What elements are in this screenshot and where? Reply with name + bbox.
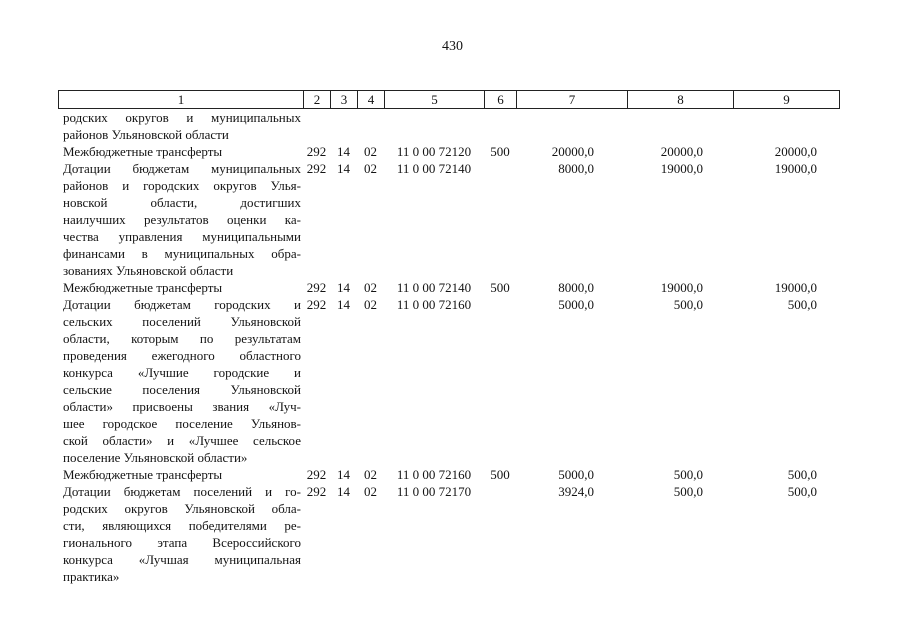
cell-description <box>58 483 303 585</box>
table-row <box>58 296 839 466</box>
description-line: родских округов Ульяновской обла- <box>63 501 301 516</box>
cell-amount-7: 5000,0 <box>558 467 594 482</box>
description-line: финансами в муниципальных обра- <box>63 246 301 261</box>
cell-admin-code: 292 <box>306 484 327 499</box>
cell-admin-code: 292 <box>306 467 327 482</box>
description-line: сельских поселений Ульяновской <box>63 314 301 329</box>
cell-description <box>58 279 303 296</box>
description-line: наилучших результатов оценки ка- <box>63 212 301 227</box>
cell-description <box>58 160 303 279</box>
cell-amount-8: 20000,0 <box>660 144 703 159</box>
description-line: Дотации бюджетам городских и <box>63 297 301 312</box>
description-line: чества управления муниципальными <box>63 229 301 244</box>
cell-section: 14 <box>337 297 350 312</box>
cell-admin-code: 292 <box>306 144 327 159</box>
description-line: Дотации бюджетам муниципальных <box>63 161 301 176</box>
cell-amount-9: 19000,0 <box>774 161 817 176</box>
description-line: конкурса «Лучшие городские и <box>63 365 301 380</box>
description-line: новской области, достигших <box>63 195 301 210</box>
table-row <box>58 483 839 585</box>
cell-expense-type: 500 <box>490 144 510 159</box>
cell-amount-8: 500,0 <box>673 467 703 482</box>
description-line: Межбюджетные трансферты <box>63 467 223 482</box>
page-number: 430 <box>442 39 463 54</box>
description-line: области, которым по результатам <box>63 331 301 346</box>
description-line: Межбюджетные трансферты <box>63 280 223 295</box>
cell-amount-8: 19000,0 <box>660 161 703 176</box>
header-col-8: 8 <box>628 91 734 109</box>
description-line: области» присвоены звания «Луч- <box>63 399 301 414</box>
table-row <box>58 279 839 296</box>
header-col-4: 4 <box>358 91 385 109</box>
description-line: ской области» и «Лучшее сельское <box>63 433 301 448</box>
cell-admin-code: 292 <box>306 280 327 295</box>
cell-section <box>330 109 357 143</box>
description-line: районов Ульяновской области <box>63 127 229 142</box>
cell-expense-type <box>484 109 516 143</box>
cell-description <box>58 296 303 466</box>
cell-subsection: 02 <box>364 280 377 295</box>
cell-amount-9: 500,0 <box>787 484 817 499</box>
table-row <box>58 466 839 483</box>
cell-amount-7: 5000,0 <box>558 297 594 312</box>
cell-section: 14 <box>337 161 350 176</box>
cell-section: 14 <box>337 484 350 499</box>
description-line: родских округов и муниципальных <box>63 110 301 125</box>
cell-amount-8: 19000,0 <box>660 280 703 295</box>
description-line: районов и городских округов Улья- <box>63 178 301 193</box>
cell-amount-9: 19000,0 <box>774 280 817 295</box>
cell-target-article: 11 0 00 72120 <box>396 144 472 159</box>
header-col-7: 7 <box>517 91 628 109</box>
description-line: практика» <box>63 569 120 584</box>
budget-table <box>58 109 839 585</box>
cell-target-article: 11 0 00 72170 <box>396 484 472 499</box>
cell-amount-7: 3924,0 <box>558 484 594 499</box>
table-row <box>58 143 839 160</box>
description-line: проведения ежегодного областного <box>63 348 301 363</box>
header-col-6: 6 <box>485 91 517 109</box>
cell-amount-7: 8000,0 <box>558 280 594 295</box>
cell-description <box>58 143 303 160</box>
header-col-5: 5 <box>385 91 485 109</box>
cell-amount-9: 20000,0 <box>774 144 817 159</box>
cell-description <box>58 109 303 143</box>
cell-target-article: 11 0 00 72140 <box>396 280 472 295</box>
cell-admin-code: 292 <box>306 161 327 176</box>
cell-amount-7: 8000,0 <box>558 161 594 176</box>
cell-subsection: 02 <box>364 467 377 482</box>
header-col-3: 3 <box>331 91 358 109</box>
cell-expense-type: 500 <box>490 280 510 295</box>
cell-subsection: 02 <box>364 144 377 159</box>
table-header <box>58 90 840 109</box>
cell-target-article: 11 0 00 72160 <box>396 297 472 312</box>
cell-expense-type: 500 <box>490 467 510 482</box>
table-row <box>58 109 839 143</box>
cell-amount-8: 500,0 <box>673 297 703 312</box>
description-line: поселение Ульяновской области» <box>63 450 248 465</box>
description-line: сельские поселения Ульяновской <box>63 382 301 397</box>
header-col-9: 9 <box>734 91 840 109</box>
cell-subsection: 02 <box>364 297 377 312</box>
cell-amount-7: 20000,0 <box>551 144 594 159</box>
header-col-2: 2 <box>304 91 331 109</box>
description-line: сти, являющихся победителями ре- <box>63 518 301 533</box>
cell-amount-9 <box>733 109 839 143</box>
description-line: шее городское поселение Ульянов- <box>63 416 301 431</box>
table-row <box>58 160 839 279</box>
cell-description <box>58 466 303 483</box>
description-line: гионального этапа Всероссийского <box>63 535 301 550</box>
cell-admin-code: 292 <box>306 297 327 312</box>
description-line: Межбюджетные трансферты <box>63 144 223 159</box>
cell-expense-type <box>484 296 516 466</box>
cell-admin-code <box>303 109 330 143</box>
cell-section: 14 <box>337 280 350 295</box>
cell-amount-9: 500,0 <box>787 297 817 312</box>
description-line: Дотации бюджетам поселений и го- <box>63 484 301 499</box>
cell-amount-7 <box>516 109 627 143</box>
header-col-1: 1 <box>59 91 304 109</box>
cell-amount-8: 500,0 <box>673 484 703 499</box>
description-line: зованиях Ульяновской области <box>63 263 234 278</box>
cell-section: 14 <box>337 467 350 482</box>
cell-target-article <box>384 109 484 143</box>
cell-expense-type <box>484 160 516 279</box>
cell-expense-type <box>484 483 516 585</box>
cell-section: 14 <box>337 144 350 159</box>
cell-target-article: 11 0 00 72160 <box>396 467 472 482</box>
cell-subsection <box>357 109 384 143</box>
cell-subsection: 02 <box>364 484 377 499</box>
cell-subsection: 02 <box>364 161 377 176</box>
cell-amount-9: 500,0 <box>787 467 817 482</box>
cell-amount-8 <box>627 109 733 143</box>
cell-target-article: 11 0 00 72140 <box>396 161 472 176</box>
description-line: конкурса «Лучшая муниципальная <box>63 552 301 567</box>
